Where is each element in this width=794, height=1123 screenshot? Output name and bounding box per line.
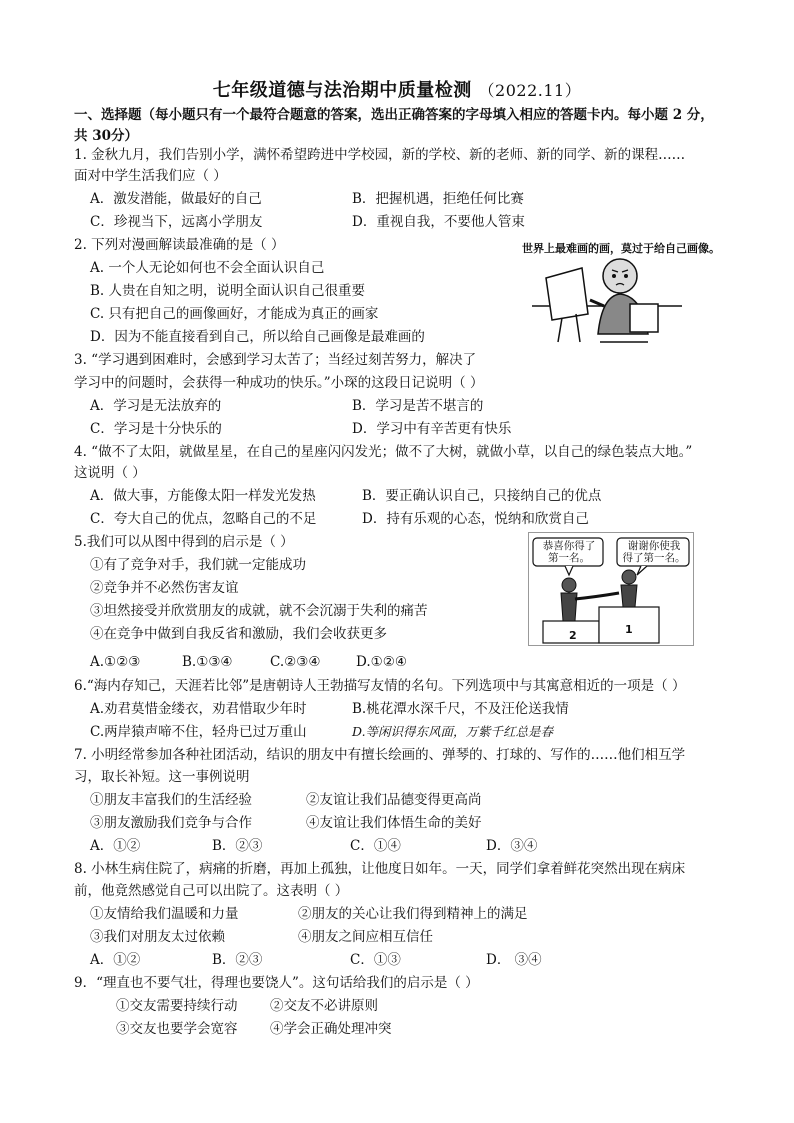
q8-option-d: D． ③④ [486,952,542,968]
q4-option-b: B．要正确认识自己，只接纳自己的优点 [362,488,602,504]
podium-number-2: 2 [569,629,577,642]
q2-option-c: C. 只有把自己的画像画好，才能成为真正的画家 [90,306,379,322]
title-text: 七年级道德与法治期中质量检测 [212,80,472,101]
q2-option-d: D．因为不能直接看到自己，所以给自己画像是最难画的 [90,329,425,345]
q9-item-4: ④学会正确处理冲突 [270,1021,392,1037]
q5-stem: 5.我们可以从图中得到的启示是（ ） [74,534,294,550]
bubble-left-line1: 恭喜你得了 [542,540,596,552]
q8-item-4: ④朋友之间应相互信任 [298,929,433,945]
exam-title [0,76,794,102]
q7-option-b: B．②③ [212,838,263,854]
self-portrait-cartoon [532,256,682,344]
q8-item-1: ①友情给我们温暖和力量 [90,906,239,922]
q4-option-a: A．做大事，方能像太阳一样发光发热 [90,488,316,504]
q5-option-a: A.①②③ [90,654,141,670]
q3-stem-line2: 学习中的问题时，会获得一种成功的快乐。”小琛的这段日记说明（ ） [74,375,484,391]
q9-item-1: ①交友需要持续行动 [116,998,238,1014]
q8-stem-line1: 8. 小林生病住院了，病痛的折磨，再加上孤独，让他度日如年。一天，同学们拿着鲜花突然出现在病床 [74,861,686,877]
q3-option-b: B．学习是苦不堪言的 [352,398,484,414]
q4-stem-line2: 这说明（ ） [74,465,146,481]
q4-option-d: D．持有乐观的心态，悦纳和欣赏自己 [362,511,589,527]
bubble-right-line1: 谢谢你使我 [627,540,681,552]
podium-cartoon [528,532,694,646]
q6-option-d: D.等闲识得东风面，万紫千红总是春 [352,724,554,739]
q7-item-3: ③朋友激励我们竞争与合作 [90,815,252,831]
q8-option-b: B．②③ [212,952,263,968]
q8-option-a: A．①② [90,952,141,968]
q1-option-b: B．把握机遇，拒绝任何比赛 [352,191,524,207]
bubble-left-line2: 第一名。 [548,552,590,564]
q8-option-c: C．①③ [350,952,401,968]
q7-item-2: ②友谊让我们品德变得更高尚 [306,792,482,808]
q7-option-d: D．③④ [486,838,538,854]
q5-option-c: C.②③④ [270,654,321,670]
q1-stem-line1: 1. 金秋九月，我们告别小学，满怀希望跨进中学校园，新的学校、新的老师、新的同学、新的课程…… [74,147,686,163]
q7-item-1: ①朋友丰富我们的生活经验 [90,792,252,808]
q5-option-b: B.①③④ [182,654,233,670]
q3-option-c: C．学习是十分快乐的 [90,421,222,437]
q8-stem-line2: 前，他竟然感觉自己可以出院了。这表明（ ） [74,883,349,899]
bubble-left [535,540,603,564]
q2-cartoon-caption: 世界上最难画的画，莫过于给自己画像。 [522,242,720,255]
q5-item-3: ③坦然接受并欣赏朋友的成就，就不会沉溺于失利的痛苦 [90,603,428,619]
q8-item-2: ②朋友的关心让我们得到精神上的满足 [298,906,528,922]
podium-number-1: 1 [625,623,633,636]
q6-stem: 6.“海内存知己，天涯若比邻”是唐朝诗人王勃描写友情的名句。下列选项中与其寓意相近的一项是（ ） [74,678,686,694]
bubble-right-line2: 得了第一名。 [622,552,686,564]
q5-option-d: D.①②④ [356,654,407,670]
q3-option-d: D．学习中有辛苦更有快乐 [352,421,512,437]
q7-option-a: A．①② [90,838,141,854]
q6-option-b: B.桃花潭水深千尺，不及汪伦送我情 [352,701,569,717]
q7-option-c: C．①④ [350,838,401,854]
q5-item-4: ④在竞争中做到自我反省和激励，我们会收获更多 [90,626,387,642]
q1-option-a: A．激发潜能，做最好的自己 [90,191,262,207]
bubble-right [619,540,689,564]
q3-option-a: A．学习是无法放弃的 [90,398,222,414]
q2-option-a: A. 一个人无论如何也不会全面认识自己 [90,260,325,276]
q4-stem-line1: 4. “做不了太阳，就做星星，在自己的星座闪闪发光；做不了大树，就做小草，以自己的绿色装点大地。” [74,444,693,460]
section-heading: 一、选择题（每小题只有一个最符合题意的答案，选出正确答案的字母填入相应的答题卡内。每小题 2 分，共 30分） [74,107,714,144]
q1-option-c: C．珍视当下，远离小学朋友 [90,214,263,230]
q9-item-3: ③交友也要学会宽容 [116,1021,238,1037]
q7-stem-line1: 7. 小明经常参加各种社团活动，结识的朋友中有擅长绘画的、弹琴的、打球的、写作的……他们相互学 [74,747,686,763]
q9-item-2: ②交友不必讲原则 [270,998,378,1014]
q4-option-c: C．夸大自己的优点，忽略自己的不足 [90,511,317,527]
q6-option-a: A.劝君莫惜金缕衣，劝君惜取少年时 [90,701,307,717]
q7-stem-line2: 习，取长补短。这一事例说明 [74,769,250,785]
q5-item-1: ①有了竞争对手，我们就一定能成功 [90,557,306,573]
q7-item-4: ④友谊让我们体悟生命的美好 [306,815,482,831]
q5-item-2: ②竞争并不必然伤害友谊 [90,580,239,596]
title-year: （2022.11） [478,81,582,100]
q2-option-b: B. 人贵在自知之明，说明全面认识自己很重要 [90,283,366,299]
q8-item-3: ③我们对朋友太过依赖 [90,929,225,945]
q6-option-c: C.两岸猿声啼不住，轻舟已过万重山 [90,724,307,740]
q2-stem: 2. 下列对漫画解读最准确的是（ ） [74,237,285,253]
q1-stem-line2: 面对中学生活我们应（ ） [74,168,227,184]
q1-option-d: D．重视自我，不要他人管束 [352,214,525,230]
q9-stem: 9．“理直也不要气壮，得理也要饶人”。这句话给我们的启示是（ ） [74,975,479,991]
q3-stem-line1: 3. “学习遇到困难时，会感到学习太苦了；当经过刻苦努力，解决了 [74,352,477,368]
